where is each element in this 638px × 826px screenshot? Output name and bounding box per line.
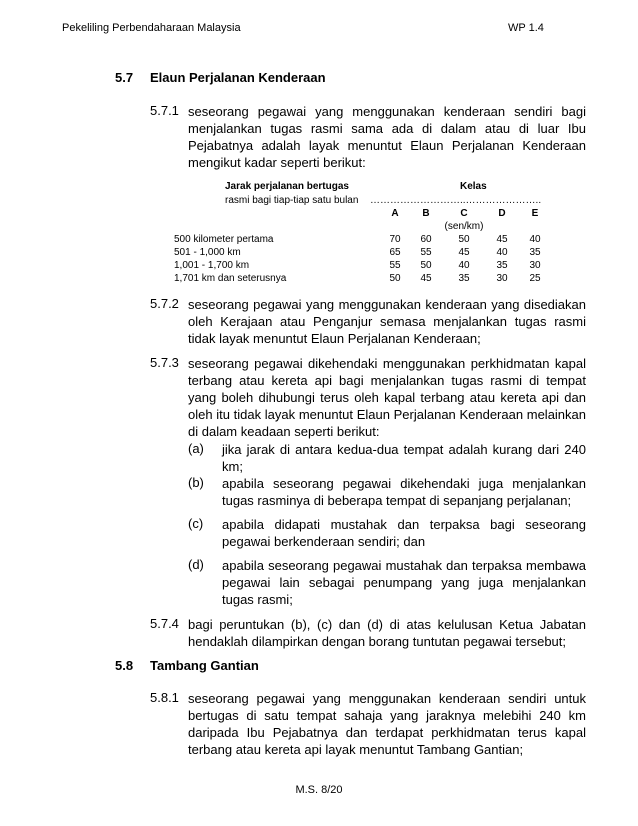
section-number: 5.7 — [115, 70, 134, 85]
section-title: Elaun Perjalanan Kenderaan — [150, 70, 326, 85]
class-label: C — [460, 208, 468, 219]
table-cell: 45 — [458, 247, 470, 258]
subsection-text: seseorang pegawai dikehendaki menggunakan perkhidmatan kapal terbang atau kereta api bagi menjalankan tugas rasmi di tempat yang boleh dihubungi terus oleh kapal terbang atau kereta api dan oleh itu tidak layak menuntut Elaun Perjalanan Kenderaan melainkan di dalam keadaan seperti berikut: — [188, 356, 586, 439]
table-cell: 45 — [420, 273, 432, 284]
section-title: Tambang Gantian — [150, 658, 259, 673]
table-cell: 35 — [529, 247, 541, 258]
table-col-header: Jarak perjalanan bertugas — [225, 181, 349, 192]
list-item-text: apabila didapati mustahak dan terpaksa bagi seseorang pegawai berkenderaan sendiri; dan — [222, 517, 586, 549]
subsection-number: 5.7.4 — [150, 616, 179, 631]
subsection-text: bagi peruntukan (b), (c) dan (d) di atas kelulusan Ketua Jabatan hendaklah dilampirkan dengan borang tuntutan pegawai tersebut; — [188, 617, 586, 649]
subsection-number: 5.7.3 — [150, 355, 179, 370]
table-cell: 55 — [420, 247, 432, 258]
list-item-label: (c) — [188, 516, 204, 531]
subsection-number: 5.7.2 — [150, 296, 179, 311]
table-row-distance: 501 - 1,000 km — [174, 247, 241, 258]
page-number: M.S. 8/20 — [295, 784, 343, 796]
subsection-number: 5.8.1 — [150, 690, 179, 705]
table-col-subheader: rasmi bagi tiap-tiap satu bulan — [225, 195, 359, 206]
table-class-header: Kelas — [460, 181, 487, 192]
table-cell: 40 — [496, 247, 508, 258]
list-item-text: apabila seseorang pegawai dikehendaki juga menjalankan tugas rasminya di beberapa tempat di sepanjang perjalanan; — [222, 476, 586, 508]
table-cell: 50 — [458, 234, 470, 245]
table-dots: ………………………..………………….. — [370, 195, 542, 206]
table-cell: 50 — [420, 260, 432, 271]
table-row-distance: 1,701 km dan seterusnya — [174, 273, 287, 284]
table-row-distance: 500 kilometer pertama — [174, 234, 274, 245]
table-cell: 70 — [389, 234, 401, 245]
subsection-text: seseorang pegawai yang menggunakan kenderaan sendiri bagi menjalankan tugas rasmi sama ada di dalam atau di luar Ibu Pejabatnya adalah layak menuntut Elaun Perjalanan Kenderaan mengikut kadar seperti berikut: — [188, 104, 586, 170]
table-cell: 30 — [496, 273, 508, 284]
table-cell: 50 — [389, 273, 401, 284]
running-header-title: Pekeliling Perbendaharaan Malaysia — [62, 22, 241, 34]
table-cell: 30 — [529, 260, 541, 271]
list-item-label: (d) — [188, 557, 204, 572]
table-cell: 35 — [458, 273, 470, 284]
list-item-label: (b) — [188, 475, 204, 490]
subsection-number: 5.7.1 — [150, 103, 179, 118]
class-label: A — [391, 208, 399, 219]
class-label: D — [498, 208, 506, 219]
table-cell: 40 — [458, 260, 470, 271]
list-item-label: (a) — [188, 441, 204, 456]
list-item-text: apabila seseorang pegawai mustahak dan terpaksa membawa pegawai lain sebagai penumpang yang juga menjalankan tugas rasmi; — [222, 558, 586, 607]
table-row-distance: 1,001 - 1,700 km — [174, 260, 250, 271]
table-cell: 40 — [529, 234, 541, 245]
table-cell: 55 — [389, 260, 401, 271]
subsection-text: seseorang pegawai yang menggunakan kenderaan yang disediakan oleh Kerajaan atau Penganjur semasa menjalankan tugas rasmi tidak layak menuntut Elaun Perjalanan Kenderaan; — [188, 297, 586, 346]
list-item-text: jika jarak di antara kedua-dua tempat adalah kurang dari 240 km; — [222, 442, 586, 474]
running-header-code: WP 1.4 — [508, 22, 544, 34]
subsection-text: seseorang pegawai yang menggunakan kenderaan sendiri untuk bertugas di satu tempat sahaja yang jaraknya melebihi 240 km daripada Ibu Pejabatnya dan terdapat perkhidmatan terus kapal terbang atau kereta api layak menuntut Tambang Gantian; — [188, 691, 586, 757]
section-number: 5.8 — [115, 658, 134, 673]
unit-label: (sen/km) — [444, 221, 484, 232]
table-cell: 60 — [420, 234, 432, 245]
class-label: E — [531, 208, 539, 219]
table-cell: 25 — [529, 273, 541, 284]
class-label: B — [422, 208, 430, 219]
table-cell: 45 — [496, 234, 508, 245]
table-cell: 35 — [496, 260, 508, 271]
table-cell: 65 — [389, 247, 401, 258]
